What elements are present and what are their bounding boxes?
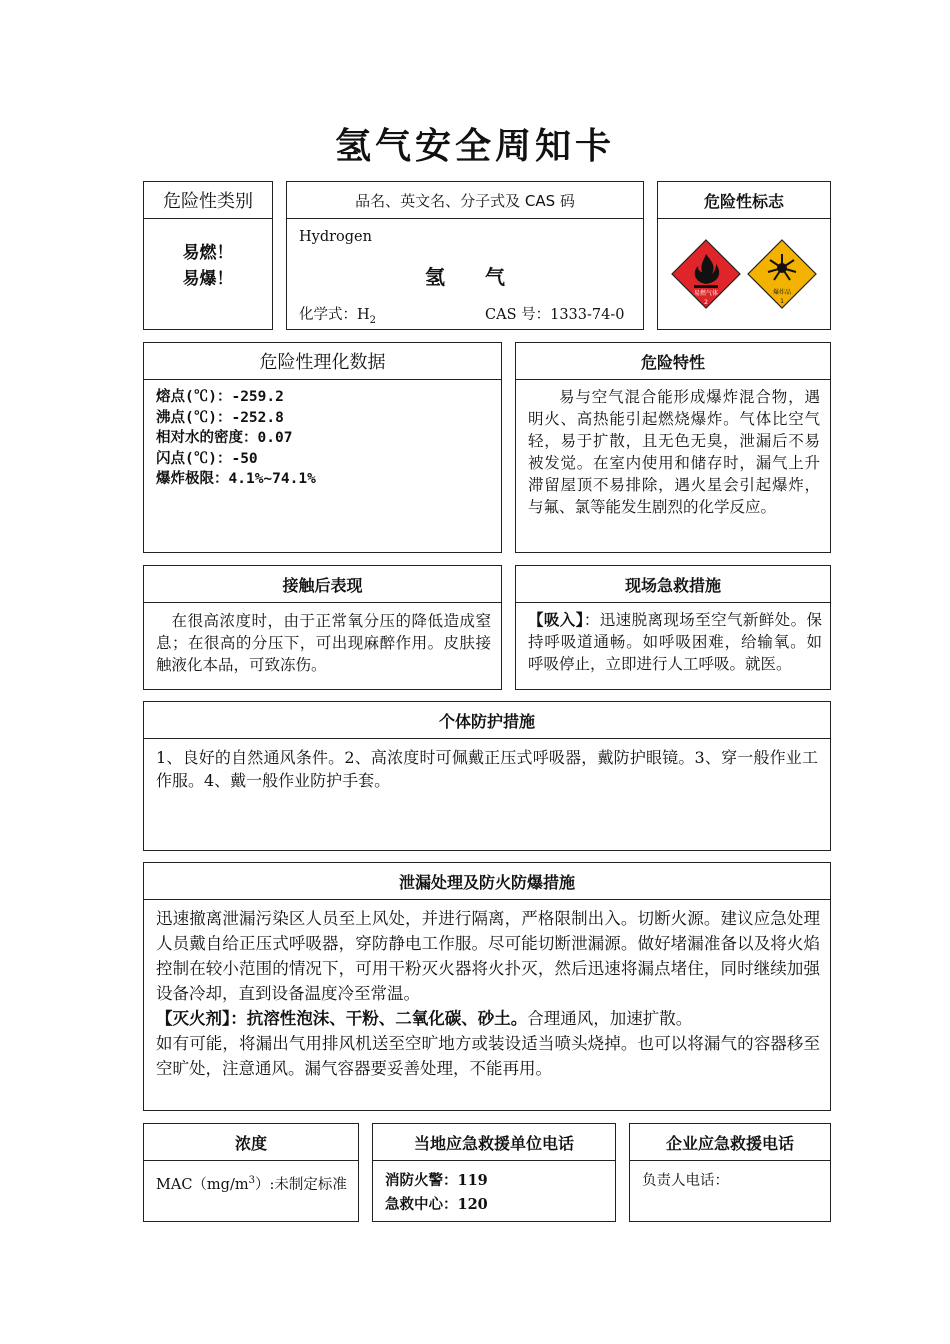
physchem-header: 危险性理化数据 bbox=[144, 343, 501, 380]
explosion-limit: 爆炸极限：4.1%~74.1% bbox=[156, 471, 316, 487]
hazard-props-header: 危险特性 bbox=[516, 343, 830, 380]
fire-phone: 消防火警：119 bbox=[385, 1172, 488, 1189]
company-emergency-box bbox=[629, 1123, 831, 1222]
relative-density: 相对水的密度：0.07 bbox=[156, 430, 293, 446]
melting-point: 熔点(℃)：-259.2 bbox=[156, 389, 284, 405]
flash-point: 闪点(℃)：-50 bbox=[156, 450, 258, 467]
medical-phone: 急救中心：120 bbox=[385, 1196, 488, 1213]
product-header: 品名、英文名、分子式及 CAS 码 bbox=[287, 182, 643, 219]
hazard-props-text: 易与空气混合能形成爆炸混合物，遇明火、高热能引起燃烧爆炸。气体比空气轻，易于扩散，且无色无臭，泄漏后不易被发觉。在室内使用和储存时，漏气上升滞留屋顶不易排除，遇火星会引起爆炸，与氟、氯等能发生剧烈的化学反应。 bbox=[528, 388, 820, 516]
ppe-box bbox=[143, 701, 831, 851]
ppe-header: 个体防护措施 bbox=[144, 702, 830, 739]
hazard-category-box bbox=[143, 181, 273, 330]
first-aid-header: 现场急救措施 bbox=[516, 566, 830, 603]
leak-para1: 迅速撤离泄漏污染区人员至上风处，并进行隔离，严格限制出入。切断火源。建议应急处理人员戴自给正压式呼吸器，穿防静电工作服。尽可能切断泄漏源。做好堵漏准备以及将火焰控制在较小范围的情况下，可用干粉灭火器将火扑灭，然后迅速将漏点堵住，同时继续加强设备冷却，直到设备温度冷至常温。 bbox=[156, 909, 820, 1003]
ppe-text: 1、良好的自然通风条件。2、高浓度时可佩戴正压式呼吸器，戴防护眼镜。3、穿一般作业工作服。4、戴一般作业防护手套。 bbox=[156, 748, 818, 790]
local-emergency-header: 当地应急救援单位电话 bbox=[373, 1124, 615, 1161]
hazard-category-line2: 易爆！ bbox=[182, 269, 234, 289]
flammable-gas-icon bbox=[672, 240, 740, 308]
product-box bbox=[286, 181, 644, 330]
page-title: 氢气安全周知卡 bbox=[334, 125, 615, 167]
local-emergency-box bbox=[372, 1123, 616, 1222]
concentration-text: $MAC(mg/m^3)$:未制定标准 bbox=[156, 1175, 347, 1193]
leak-box bbox=[143, 862, 831, 1111]
chinese-name: 氢 气 bbox=[425, 265, 505, 289]
extinguish-label: 【灭火剂】：抗溶性泡沫、干粉、二氧化碳、砂土。 bbox=[156, 1009, 528, 1028]
extinguish-line: 【灭火剂】：抗溶性泡沫、干粉、二氧化碳、砂土。合理通风，加速扩散。 bbox=[156, 1009, 693, 1028]
explosive-icon bbox=[748, 240, 816, 308]
english-name: Hydrogen bbox=[299, 229, 372, 245]
exposure-text: 在很高浓度时，由于正常氧分压的降低造成窒息；在很高的分压下，可出现麻醉作用。皮肤接触液化本品，可致冻伤。 bbox=[156, 612, 491, 674]
exposure-box bbox=[143, 565, 502, 690]
hazard-category-header: 危险性类别 bbox=[144, 182, 272, 219]
flammable-gas-label: 易燃气体 bbox=[693, 290, 719, 297]
cas-number: CAS 号：1333-74-0 bbox=[485, 307, 625, 323]
hazard-signs-box bbox=[657, 181, 831, 330]
company-emergency-header: 企业应急救援电话 bbox=[630, 1124, 830, 1161]
first-aid-box bbox=[515, 565, 831, 690]
boiling-point: 沸点(℃)：-252.8 bbox=[156, 409, 284, 426]
explosive-class: 1 bbox=[780, 298, 784, 305]
concentration-header: 浓度 bbox=[144, 1124, 358, 1161]
leak-header: 泄漏处理及防火防爆措施 bbox=[144, 863, 830, 900]
first-aid-label: 【吸入】 bbox=[528, 610, 584, 629]
hazard-pictograms bbox=[666, 224, 826, 324]
hazard-signs-header: 危险性标志 bbox=[658, 182, 830, 219]
hazard-category-line1: 易燃！ bbox=[182, 243, 234, 263]
formula: 化学式：$H_2$ bbox=[299, 307, 377, 326]
exposure-header: 接触后表现 bbox=[144, 566, 501, 603]
physchem-box bbox=[143, 342, 502, 553]
flammable-gas-class: 2 bbox=[704, 299, 708, 306]
concentration-box bbox=[143, 1123, 359, 1222]
hazard-props-box bbox=[515, 342, 831, 553]
leak-para2: 如有可能，将漏出气用排风机送至空旷地方或装设适当喷头烧掉。也可以将漏气的容器移至空旷处，注意通风。漏气容器要妥善处理，不能再用。 bbox=[156, 1034, 820, 1078]
explosive-label: 爆炸品 bbox=[772, 289, 792, 296]
first-aid-text: 【吸入】：迅速脱离现场至空气新鲜处。保持呼吸道通畅。如呼吸困难，给输氧。如呼吸停止，立即进行人工呼吸。就医。 bbox=[528, 610, 822, 673]
responsible-phone: 负责人电话： bbox=[642, 1173, 729, 1189]
